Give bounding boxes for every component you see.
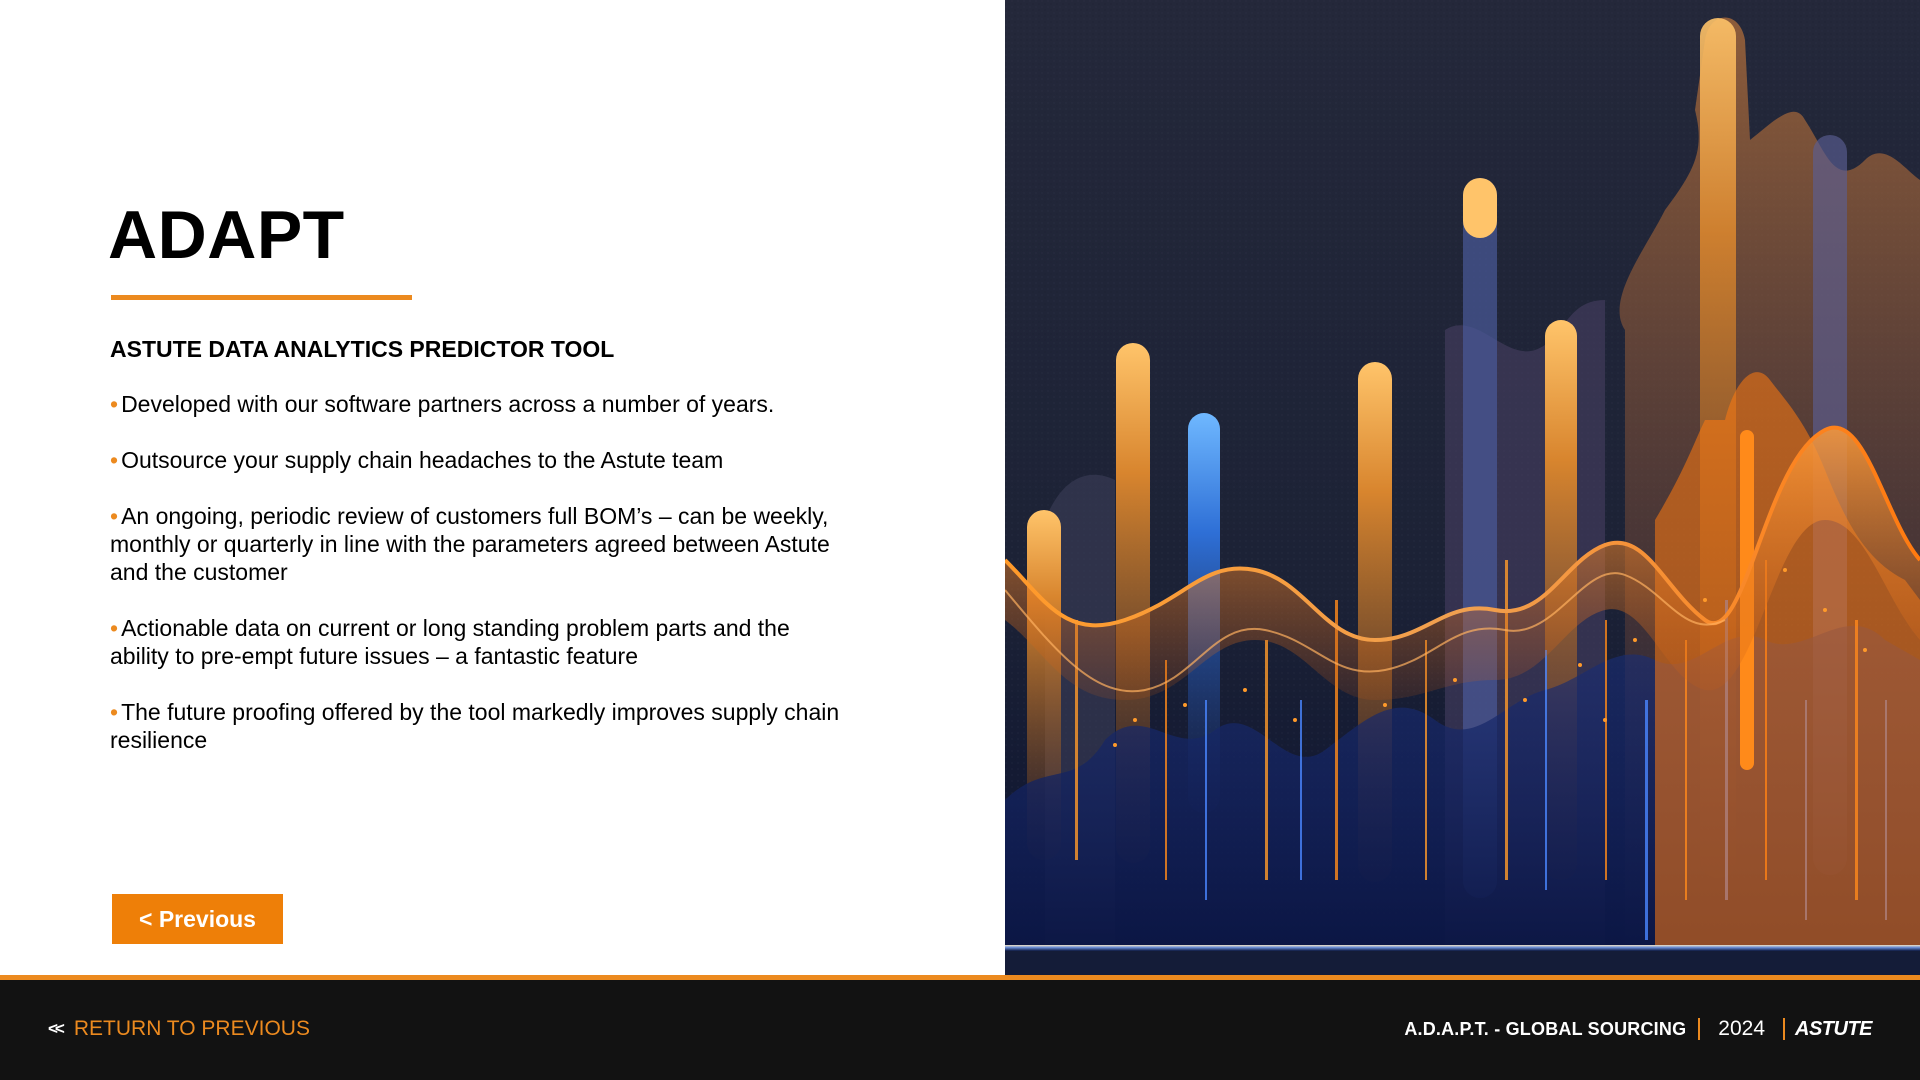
return-label: RETURN TO PREVIOUS xyxy=(73,1017,310,1040)
list-item xyxy=(110,446,850,474)
bullet-text: Outsource your supply chain headaches to the Astute team xyxy=(121,447,724,473)
bullet-text: An ongoing, periodic review of customers full BOM’s – can be weekly, monthly or quarterly in line with the parameters agreed between Astute and the customer xyxy=(110,503,830,585)
footer-year: 2024 xyxy=(1718,1017,1765,1040)
list-item xyxy=(110,698,850,754)
title-underline xyxy=(111,295,412,300)
bullet-text: Actionable data on current or long standing problem parts and the ability to pre-empt future issues – a fantastic feature xyxy=(110,615,790,669)
bullet-dot: • xyxy=(110,503,119,529)
footer-branding xyxy=(1404,1015,1872,1043)
bullet-dot: • xyxy=(110,447,119,473)
list-item xyxy=(110,502,850,586)
return-to-previous-link[interactable] xyxy=(48,1017,310,1041)
footer-tagline: A.D.A.P.T. - GLOBAL SOURCING xyxy=(1404,1018,1687,1039)
data-wave-illustration xyxy=(1005,0,1920,975)
bullet-dot: • xyxy=(110,391,119,417)
previous-button[interactable]: < Previous xyxy=(112,894,283,944)
page-title: ADAPT xyxy=(108,197,345,273)
footer-divider xyxy=(1698,1018,1700,1040)
footer-divider xyxy=(1783,1018,1785,1040)
list-item xyxy=(110,614,850,670)
bullet-dot: • xyxy=(110,615,119,641)
hero-artwork xyxy=(1005,0,1920,975)
subtitle: ASTUTE DATA ANALYTICS PREDICTOR TOOL xyxy=(110,336,615,362)
double-chevron-left-icon: << xyxy=(48,1019,62,1038)
list-item xyxy=(110,390,850,418)
brand-logo: ASTUTE xyxy=(1795,1017,1872,1040)
bullet-text: Developed with our software partners across a number of years. xyxy=(121,391,775,417)
bullet-dot: • xyxy=(110,699,119,725)
bullet-text: The future proofing offered by the tool markedly improves supply chain resilience xyxy=(110,699,840,753)
content-panel xyxy=(0,0,1005,975)
bullet-list xyxy=(110,390,850,782)
